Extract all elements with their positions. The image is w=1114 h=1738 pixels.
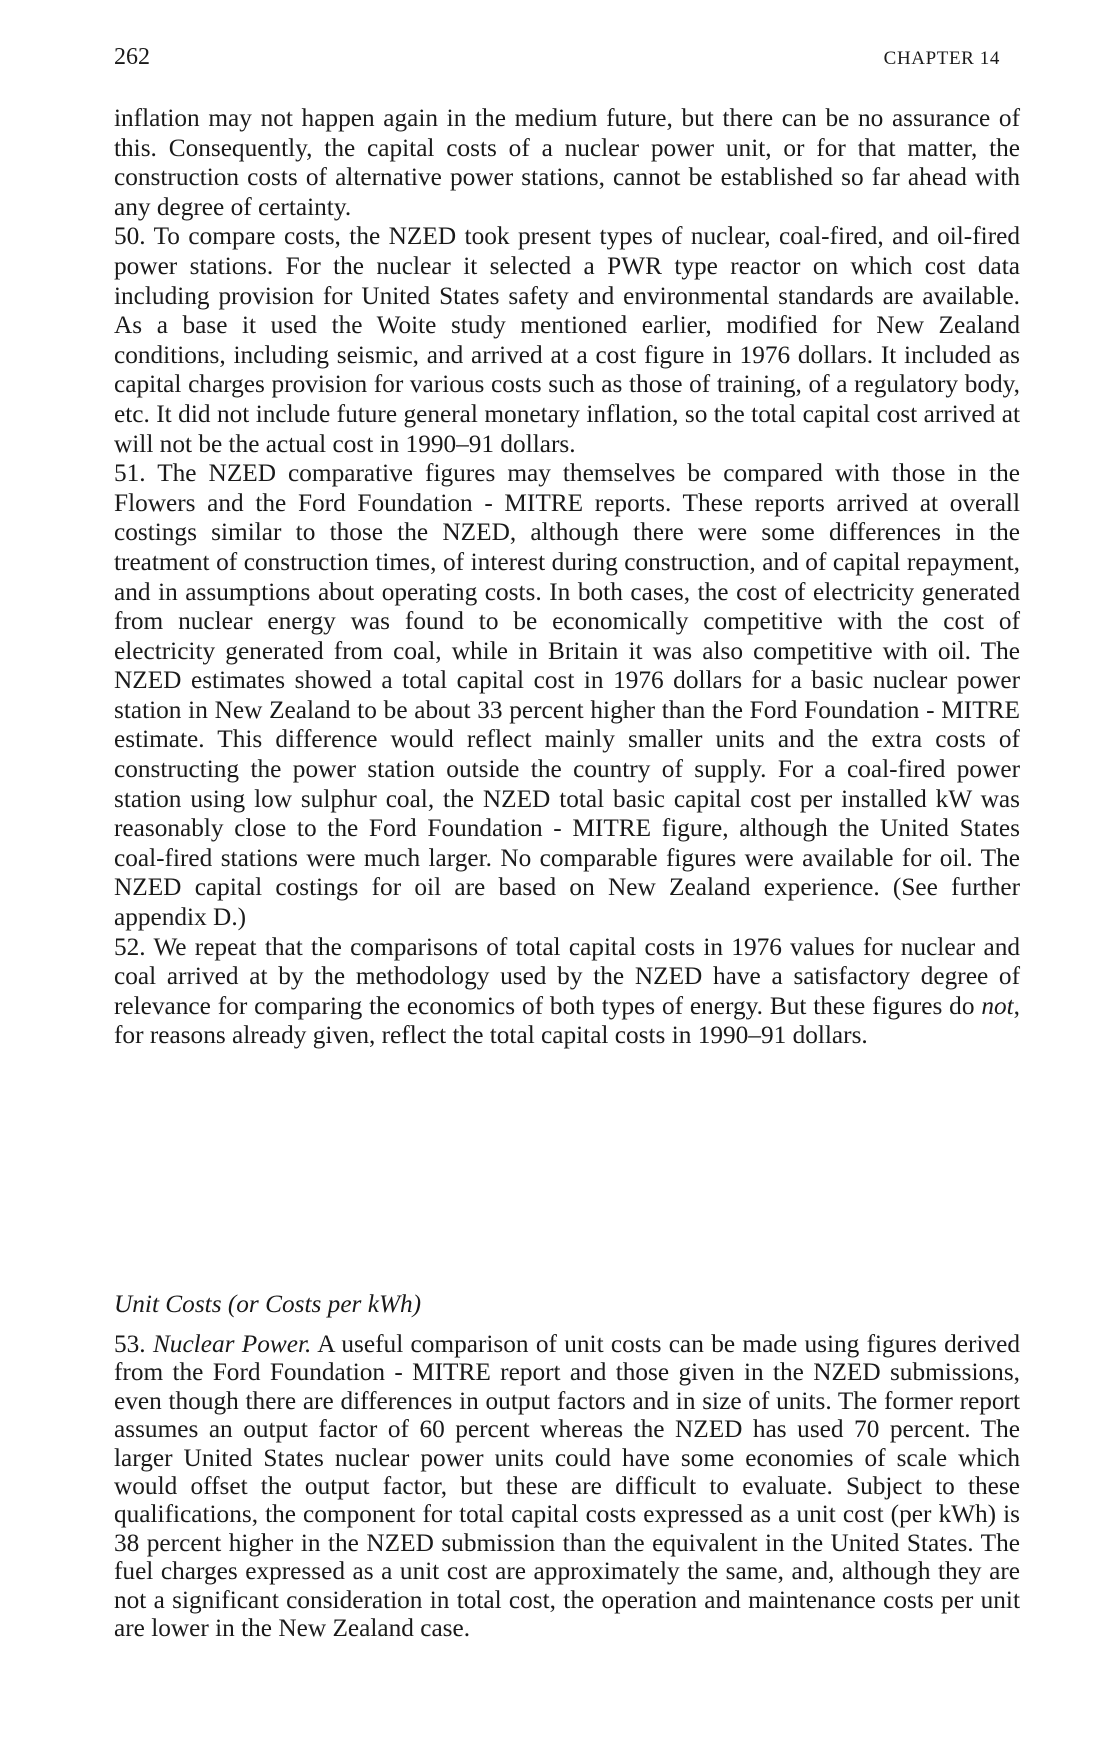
run-in-heading: Nuclear Power. bbox=[152, 1330, 312, 1358]
section-heading: Unit Costs (or Costs per kWh) bbox=[114, 1290, 422, 1318]
paragraph-53 bbox=[114, 1330, 1020, 1642]
paragraph-51 bbox=[114, 459, 1020, 933]
paragraph-text: We repeat that the comparisons of total capital costs in 1976 values for nuclear and coal arrived at by the methodology used by the NZED have a satisfactory degree of relevance for comparing the economics of both types of energy. But these figures do bbox=[114, 932, 1020, 1020]
page-number: 262 bbox=[114, 44, 150, 70]
paragraph-text: A useful comparison of unit costs can be made using figures derived from the Ford Foundation - MITRE report and those given in the NZED submissions, even though there are differences in output factors and in size of units. The former report assumes an output factor of 60 percent whereas the NZED has used 70 percent. The larger United States nuclear power units could have some economies of scale which would offset the output factor, but these are difficult to evaluate. Subject to these qualifications, the component for total capital costs expressed as a unit cost (per kWh) is 38 percent higher in the NZED submission than the equivalent in the United States. The fuel charges expressed as a unit cost are approximately the same, and, although they are not a significant consideration in total cost, the operation and maintenance costs per unit are lower in the New Zealand case. bbox=[114, 1330, 1021, 1643]
paragraph-52 bbox=[114, 933, 1020, 1051]
chapter-label: CHAPTER 14 bbox=[883, 48, 1000, 69]
paragraph-text: To compare costs, the NZED took present types of nuclear, coal-fired, and oil-fired power stations. For the nuclear it selected a PWR type reactor on which cost data including provision for United States safety and environmental standards are available. As a base it used the Woite study mentioned earlier, modified for New Zealand conditions, including seismic, and arrived at a cost figure in 1976 dollars. It included as capital charges provision for various costs such as those of training, of a regulatory body, etc. It did not include future general monetary inflation, so the total capital cost arrived at will not be the actual cost in 1990–91 dollars. bbox=[114, 222, 1020, 458]
section-text bbox=[114, 1330, 1020, 1642]
paragraph-50 bbox=[114, 222, 1020, 459]
paragraph-text: , for reasons already given, reflect the total capital costs in 1990–91 dollars. bbox=[114, 991, 1020, 1050]
paragraph-number: 51. bbox=[114, 459, 146, 488]
running-head bbox=[114, 44, 1000, 78]
emphasis-text: not bbox=[981, 991, 1014, 1020]
paragraph-text: inflation may not happen again in the medium future, but there can be no assurance of this. Consequently, the capital costs of a nuclear power unit, or for that matter, the construction costs of alternative power stations, cannot be established so far ahead with any degree of certainty. bbox=[114, 104, 1020, 221]
paragraph-49-continuation bbox=[114, 104, 1020, 222]
paragraph-text: The NZED comparative figures may themselves be compared with those in the Flowers and the Ford Foundation - MITRE reports. These reports arrived at overall costings similar to those the NZED, although there were some differences in the treatment of construction times, of interest during construction, and of capital repayment, and in assumptions about operating costs. In both cases, the cost of electricity generated from nuclear energy was found to be economically competitive with the cost of electricity generated from coal, while in Britain it was also competitive with oil. The NZED estimates showed a total capital cost in 1976 dollars for a basic nuclear power station in New Zealand to be about 33 percent higher than the Ford Foundation - MITRE estimate. This difference would reflect mainly smaller units and the extra costs of constructing the power station outside the country of supply. For a coal-fired power station using low sulphur coal, the NZED total basic capital cost per installed kW was reasonably close to the Ford Foundation - MITRE figure, although the United States coal-fired stations were much larger. No comparable figures were available for oil. The NZED capital costings for oil are based on New Zealand experience. (See further appendix D.) bbox=[114, 459, 1020, 932]
paragraph-number: 50. bbox=[114, 222, 146, 251]
body-text bbox=[114, 104, 1020, 1051]
paragraph-number: 53. bbox=[114, 1330, 146, 1358]
paragraph-number: 52. bbox=[114, 932, 146, 961]
